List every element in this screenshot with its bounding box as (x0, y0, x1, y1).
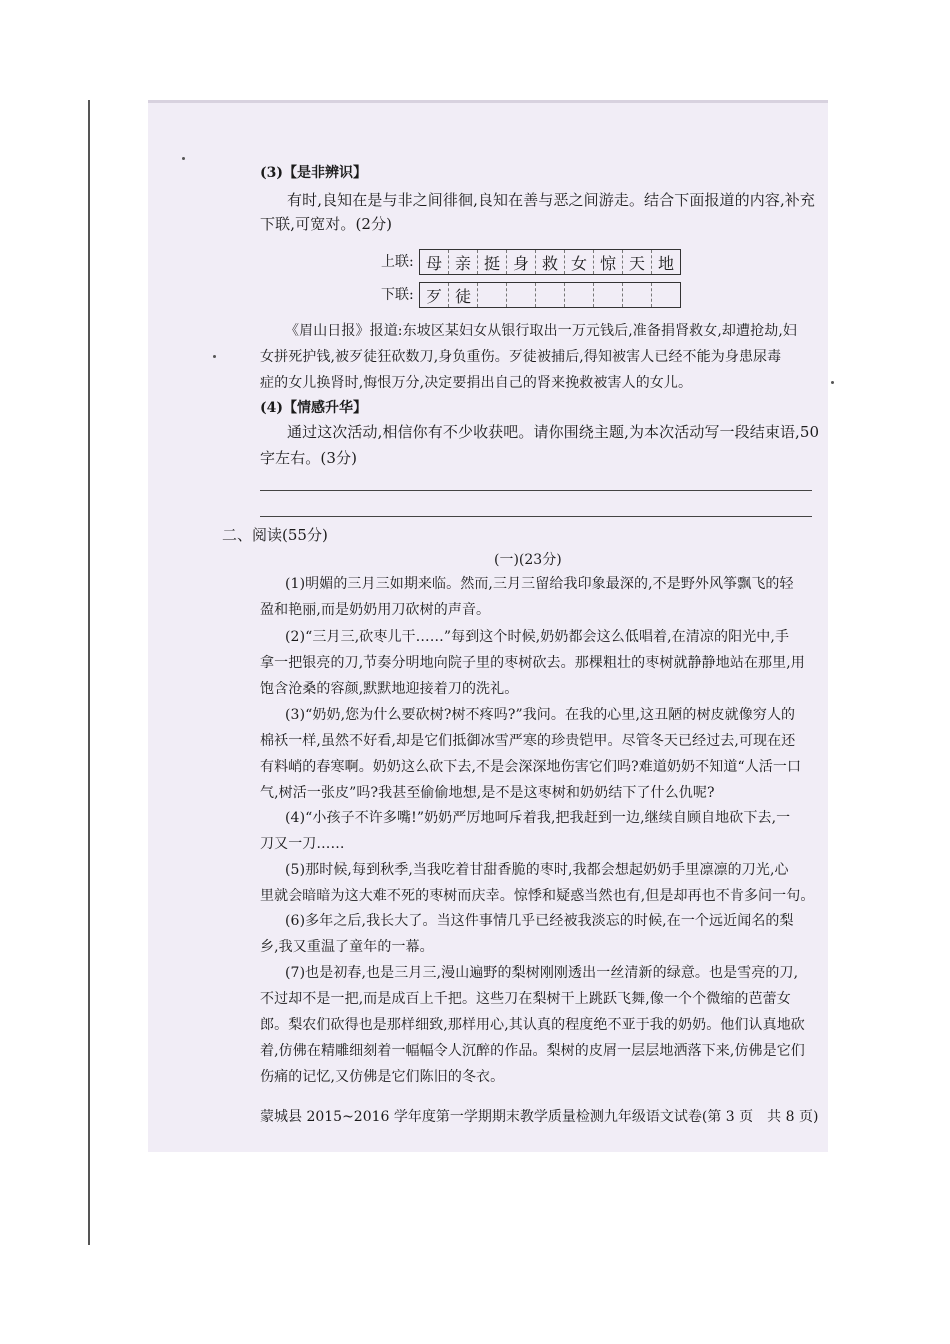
lower-couplet-blank-cell[interactable] (478, 283, 507, 307)
answer-line[interactable] (260, 490, 812, 491)
passage-line: 气,树活一张皮”吗?我甚至偷偷地想,是不是这枣树和奶奶结下了什么仇呢? (260, 785, 715, 801)
page-top-shadow (148, 100, 828, 103)
lower-couplet-blank-cell[interactable] (507, 283, 536, 307)
section3-heading: (3)【是非辨识】 (260, 165, 367, 181)
lower-couplet-blank-cell[interactable] (565, 283, 594, 307)
news-report-line1: 《眉山日报》报道:东坡区某妇女从银行取出一万元钱后,准备捐肾救女,却遭抢劫,妇 (285, 323, 797, 339)
section3-intro-line2: 下联,可宽对。(2分) (260, 215, 393, 233)
section4-line1: 通过这次活动,相信你有不少收获吧。请你围绕主题,为本次活动写一段结束语,50 (287, 423, 820, 441)
section4-line2: 字左右。(3分) (260, 449, 358, 467)
passage-line: 棉袄一样,虽然不好看,却是它们抵御冰雪严寒的珍贵铠甲。尽管冬天已经过去,可现在还 (260, 733, 796, 749)
upper-couplet-char: 地 (657, 253, 674, 273)
upper-couplet-grid (419, 249, 681, 275)
passage-line: (6)多年之后,我长大了。当这件事情几乎已经被我淡忘的时候,在一个远近闻名的梨 (285, 913, 794, 929)
lower-couplet-label: 下联: (381, 287, 414, 303)
upper-couplet-char: 身 (507, 250, 536, 274)
passage-line: (1)明媚的三月三如期来临。然而,三月三留给我印象最深的,不是野外风筝飘飞的轻 (285, 576, 794, 592)
page-footer: 蒙城县 2015~2016 学年度第一学期期末教学质量检测九年级语文试卷(第 3 页 共 8 页) (260, 1109, 819, 1125)
passage-line: 刀又一刀…… (260, 836, 345, 852)
upper-couplet-char: 女 (565, 250, 594, 274)
news-report-line3: 症的女儿换肾时,悔恨万分,决定要捐出自己的肾来挽救被害人的女儿。 (260, 375, 693, 391)
passage-line: 伤痛的记忆,又仿佛是它们陈旧的冬衣。 (260, 1069, 505, 1085)
passage-line: 乡,我又重温了童年的一幕。 (260, 939, 434, 955)
lower-couplet-blank-cell[interactable] (652, 283, 680, 307)
lower-couplet-blank-cell[interactable] (594, 283, 623, 307)
passage-line: (3)“奶奶,您为什么要砍树?树不疼吗?”我问。在我的心里,这丑陋的树皮就像穷人的 (285, 707, 796, 723)
lower-couplet-grid[interactable] (419, 282, 681, 308)
passage-line: 盈和艳丽,而是奶奶用刀砍树的声音。 (260, 602, 491, 618)
passage-line: (2)“三月三,砍枣儿干……”每到这个时候,奶奶都会这么低唱着,在清凉的阳光中,手 (285, 629, 790, 645)
passage-line: 郎。梨农们砍得也是那样细致,那样用心,其认真的程度绝不亚于我的奶奶。他们认真地砍 (260, 1017, 805, 1033)
passage-line: 着,仿佛在精雕细刻着一幅幅令人沉醉的作品。梨树的皮屑一层层地洒落下来,仿佛是它们 (260, 1043, 805, 1059)
upper-couplet-label: 上联: (381, 254, 414, 270)
lower-couplet-blank-cell[interactable] (536, 283, 565, 307)
scan-speck (213, 355, 216, 358)
passage-line: (7)也是初春,也是三月三,漫山遍野的梨树刚刚透出一丝清新的绿意。也是雪亮的刀, (285, 965, 799, 981)
passage-line: 里就会暗暗为这大难不死的枣树而庆幸。惊悸和疑惑当然也有,但是却再也不肯多问一句。 (260, 888, 815, 904)
lower-couplet-char: 徒 (449, 283, 478, 307)
upper-couplet-char: 母 (420, 250, 449, 274)
passage-line: 不过却不是一把,而是成百上千把。这些刀在梨树干上跳跃飞舞,像一个个微缩的芭蕾女 (260, 991, 791, 1007)
upper-couplet-char: 救 (536, 250, 565, 274)
upper-couplet-char: 天 (623, 250, 652, 274)
scan-left-edge (88, 100, 90, 1245)
scan-speck (831, 381, 834, 384)
reading-heading: 二、阅读(55分) (222, 526, 328, 544)
passage-line: (4)“小孩子不许多嘴!”奶奶严厉地呵斥着我,把我赶到一边,继续自顾自地砍下去,一 (285, 810, 791, 826)
reading-part1-heading: (一)(23分) (494, 552, 562, 568)
lower-couplet-char: 歹 (420, 283, 449, 307)
passage-line: (5)那时候,每到秋季,当我吃着甘甜香脆的枣时,我都会想起奶奶手里凛凛的刀光,心 (285, 862, 789, 878)
passage-line: 拿一把银亮的刀,节奏分明地向院子里的枣树砍去。那棵粗壮的枣树就静静地站在那里,用 (260, 655, 805, 671)
upper-couplet-char: 挺 (478, 250, 507, 274)
passage-line: 有料峭的春寒啊。奶奶这么砍下去,不是会深深地伤害它们吗?难道奶奶不知道“人活一口 (260, 759, 802, 775)
passage-line: 饱含沧桑的容颜,默默地迎接着刀的洗礼。 (260, 681, 519, 697)
upper-couplet-char: 惊 (594, 250, 623, 274)
lower-couplet-blank-cell[interactable] (623, 283, 652, 307)
upper-couplet-char: 亲 (449, 250, 478, 274)
news-report-line2: 女拼死护钱,被歹徒狂砍数刀,身负重伤。歹徒被捕后,得知被害人已经不能为身患尿毒 (260, 349, 782, 365)
section3-intro-line1: 有时,良知在是与非之间徘徊,良知在善与恶之间游走。结合下面报道的内容,补充 (287, 191, 816, 209)
scan-speck (182, 157, 185, 160)
answer-line[interactable] (260, 516, 812, 517)
section4-heading: (4)【情感升华】 (260, 400, 367, 416)
